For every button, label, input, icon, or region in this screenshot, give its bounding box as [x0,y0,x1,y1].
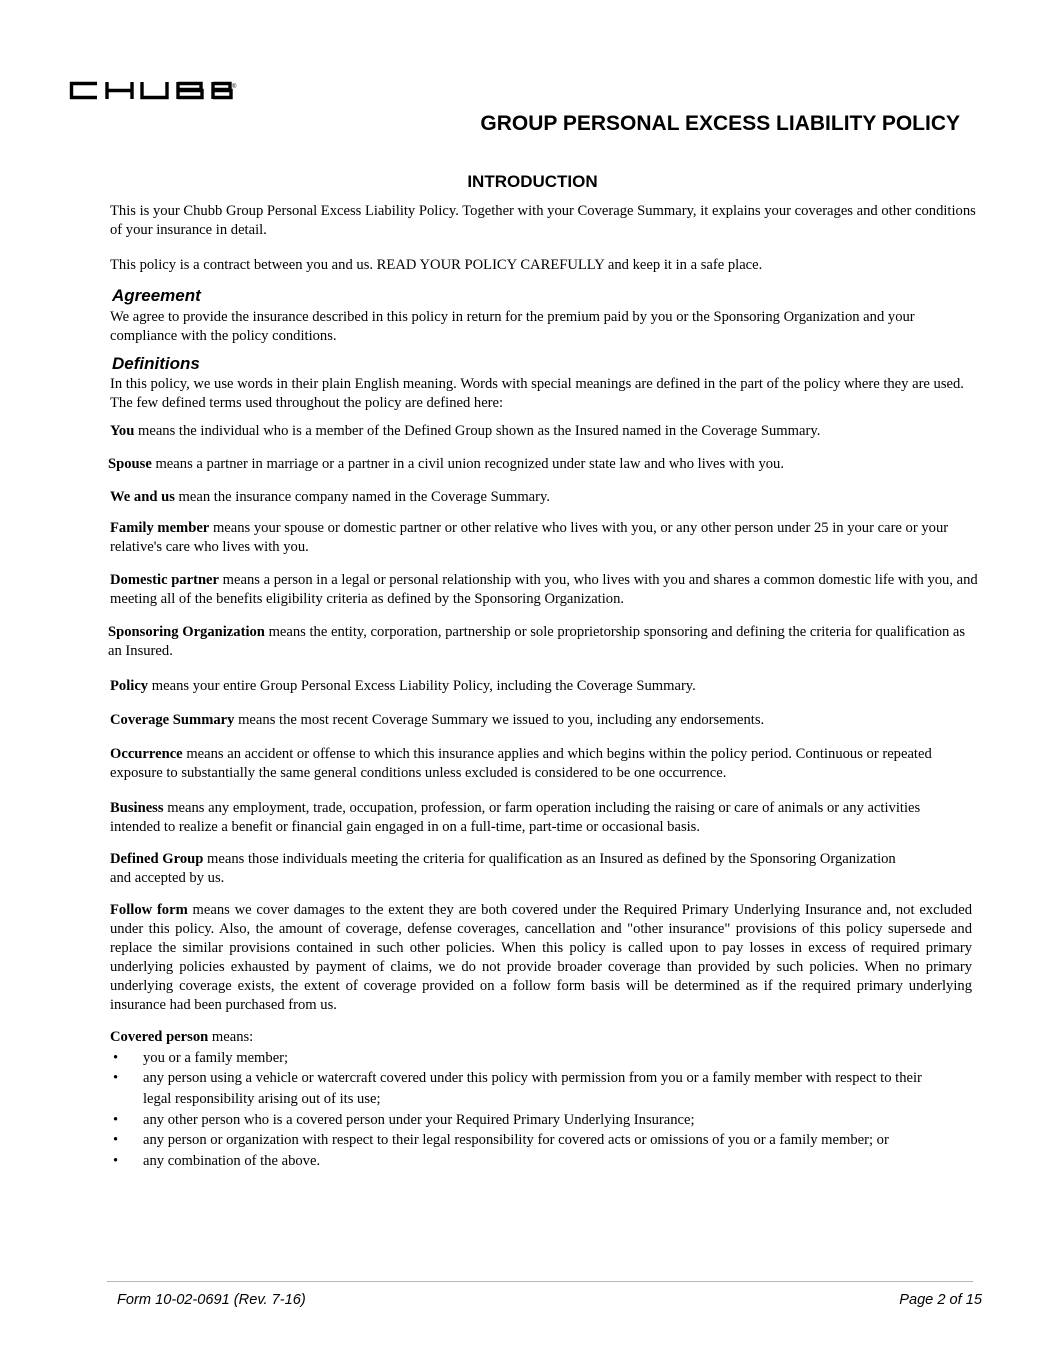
list-item: • any person or organization with respect to their legal responsibility for covered acts or omissions of you or a family member; or [113,1132,889,1148]
definition-sponsoring-organization: Sponsoring Organization means the entity, corporation, partnership or sole proprietorship sponsoring and defining the criteria for qualification as an Insured. [108,624,966,659]
definition-occurrence: Occurrence means an accident or offense to which this insurance applies and which begins within the policy period. Continuous or repeated exposure to substantially the same general conditions unless excluded is considered to be one occurrence. [110,746,932,781]
definition-term: Spouse [108,456,152,472]
definition-term: We and us [110,489,175,505]
definition-spouse: Spouse means a partner in marriage or a partner in a civil union recognized under state law and who lives with you. [108,456,784,472]
definition-defined-group: Defined Group means those individuals meeting the criteria for qualification as an Insured as defined by the Sponsoring Organization and accepted by us. [110,851,896,886]
intro-paragraph-1: This is your Chubb Group Personal Excess Liability Policy. Together with your Coverage Summary, it explains your coverages and other conditions of your insurance in detail. [110,203,976,238]
agreement-heading: Agreement [112,286,201,305]
definition-you: You means the individual who is a member of the Defined Group shown as the Insured named in the Coverage Summary. [110,423,821,439]
definition-term: Domestic partner [110,572,220,588]
introduction-title: INTRODUCTION [467,172,598,191]
definitions-intro: In this policy, we use words in their plain English meaning. Words with special meanings are defined in the part of the policy where they are used. The few defined terms used throughout the policy are defined here: [110,376,964,411]
definition-term: Sponsoring Organization [108,624,265,640]
svg-text:®: ® [232,84,237,90]
list-item: • you or a family member; [113,1050,289,1066]
footer-divider [107,1281,973,1282]
definition-term: Covered person [110,1029,209,1045]
list-item: • any person using a vehicle or watercraft covered under this policy with permission from you or a family member with respect to their legal responsibility arising out of its use; [113,1070,922,1107]
definition-coverage-summary: Coverage Summary means the most recent Coverage Summary we issued to you, including any endorsements. [110,712,765,728]
definition-covered-person: Covered person means: [110,1029,254,1045]
chubb-logo [68,80,238,102]
definition-term: Policy [110,678,149,694]
definition-follow-form: Follow form means we cover damages to the extent they are both covered under the Required Primary Underlying Insurance and, not excluded under this policy. Also, the amount of coverage, defense coverages, cancellation and "other insurance" provisions of this policy supersede and replace the similar provisions contained in such other policies. When this policy is called upon to pay losses in excess of required primary underlying policies exhausted by payment of claims, we do not provide broader coverage than provided by such policies. When no primary underlying coverage exists, the extent of coverage provided on a follow form basis will be determined as if the required primary underlying insurance had been purchased from us. [110,902,972,1013]
definition-term: Coverage Summary [110,712,235,728]
definition-term: You [110,423,135,439]
definitions-heading: Definitions [112,354,200,373]
definition-term: Business [110,800,164,816]
definition-business: Business means any employment, trade, occupation, profession, or farm operation including the raising or care of animals or any activities intended to realize a benefit or financial gain engaged in on a full-time, part-time or occasional basis. [110,800,921,835]
definition-we-and-us: We and us mean the insurance company named in the Coverage Summary. [110,489,551,505]
page-number: Page 2 of 15 [899,1292,982,1308]
definition-term: Follow form [110,902,188,918]
list-item: • any combination of the above. [113,1153,321,1169]
definition-term: Defined Group [110,851,204,867]
intro-paragraph-2: This policy is a contract between you and us. READ YOUR POLICY CAREFULLY and keep it in a safe place. [110,257,763,273]
definition-policy: Policy means your entire Group Personal Excess Liability Policy, including the Coverage Summary. [110,678,696,694]
definition-term: Family member [110,520,210,536]
definition-term: Occurrence [110,746,183,762]
covered-person-list [110,1048,930,1171]
definition-family-member: Family member means your spouse or domestic partner or other relative who lives with you, or any other person under 25 in your care or your relative's care who lives with you. [110,520,949,555]
list-item: • any other person who is a covered person under your Required Primary Underlying Insurance; [113,1112,695,1128]
definition-domestic-partner: Domestic partner means a person in a legal or personal relationship with you, who lives with you and shares a common domestic life with you, and meeting all of the benefits eligibility criteria as defined by the Sponsoring Organization. [110,572,978,607]
document-title: GROUP PERSONAL EXCESS LIABILITY POLICY [480,112,960,135]
form-number: Form 10-02-0691 (Rev. 7-16) [117,1292,306,1308]
agreement-paragraph: We agree to provide the insurance described in this policy in return for the premium paid by you or the Sponsoring Organization and your compliance with the policy conditions. [110,309,915,344]
